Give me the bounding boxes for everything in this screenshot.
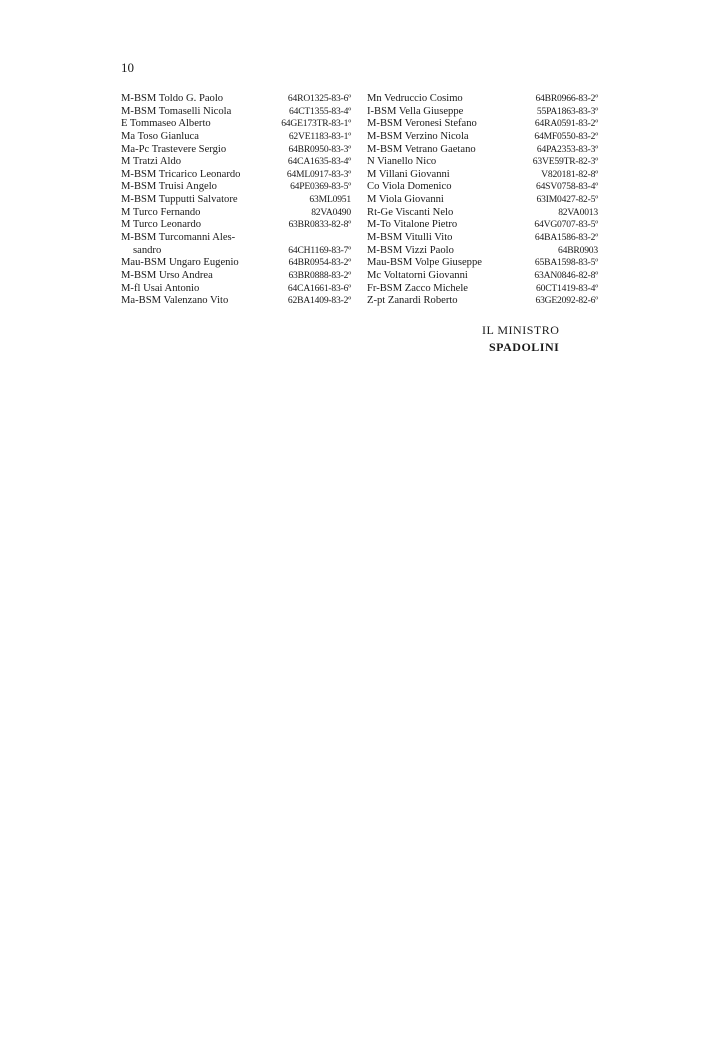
- person-name: M-BSM Veronesi Stefano: [367, 118, 477, 130]
- list-item: [367, 295, 598, 308]
- list-item: [367, 219, 598, 232]
- person-name: Co Viola Domenico: [367, 181, 452, 193]
- list-item: [367, 118, 598, 131]
- signature-block: [482, 322, 559, 356]
- list-item: [367, 257, 598, 270]
- person-name: M-BSM Tomaselli Nicola: [121, 105, 232, 117]
- person-name: M-BSM Turcomanni Ales-: [121, 232, 236, 244]
- registration-code: 64SV0758-83-4º: [535, 181, 598, 193]
- registration-code: 82VA0013: [558, 206, 598, 218]
- registration-code: 64MF0550-83-2º: [534, 130, 598, 142]
- list-item: [121, 93, 351, 106]
- list-item: [121, 295, 351, 308]
- registration-code: 64BR0950-83-3º: [288, 143, 351, 155]
- list-item: [121, 106, 351, 119]
- registration-code: 55PA1863-83-3º: [536, 105, 598, 117]
- person-name: M-fl Usai Antonio: [121, 282, 200, 294]
- person-name: M Turco Fernando: [121, 206, 201, 218]
- registration-code: 64BA1586-83-2º: [534, 232, 598, 244]
- person-name: I-BSM Vella Giuseppe: [367, 105, 464, 117]
- person-name: M-BSM Truisi Angelo: [121, 181, 217, 193]
- list-item: [367, 283, 598, 296]
- person-name: Ma Toso Gianluca: [121, 130, 199, 142]
- list-item: [121, 283, 351, 296]
- list-item: [121, 156, 351, 169]
- registration-code: V820181-82-8º: [541, 168, 598, 180]
- registration-code: 60CT1419-83-4º: [536, 282, 598, 294]
- registration-code: 64ML0917-83-3º: [286, 168, 351, 180]
- registration-code: 63IM0427-82-5º: [536, 194, 598, 206]
- person-name: Ma-Pc Trastevere Sergio: [121, 143, 227, 155]
- registration-code: 62VE1183-83-1º: [288, 130, 351, 142]
- person-name: Z-pt Zanardi Roberto: [367, 295, 458, 307]
- list-item: [121, 232, 351, 257]
- registration-code: 65BA1598-83-5º: [534, 257, 598, 269]
- person-name: M Turco Leonardo: [121, 219, 202, 231]
- person-name: Mau-BSM Volpe Giuseppe: [367, 257, 482, 269]
- list-item: [121, 131, 351, 144]
- person-name: M Villani Giovanni: [367, 168, 450, 180]
- signature-title: IL MINISTRO: [482, 323, 560, 337]
- list-item: [367, 106, 598, 119]
- person-name: N Vianello Nico: [367, 156, 437, 168]
- person-name: Mc Voltatorni Giovanni: [367, 269, 468, 281]
- list-item: [121, 169, 351, 182]
- person-name: Fr-BSM Zacco Michele: [367, 282, 468, 294]
- registration-code: 63BR0888-83-2º: [288, 269, 351, 281]
- registration-code: 64GE173TR-83-1º: [281, 118, 351, 130]
- registration-code: 64BR0954-83-2º: [288, 257, 351, 269]
- person-name: M-BSM Tricarico Leonardo: [121, 168, 241, 180]
- person-name: M-BSM Verzino Nicola: [367, 130, 469, 142]
- registration-code: 64BR0903: [558, 244, 598, 256]
- list-item: [121, 181, 351, 194]
- person-name-continued: sandro: [133, 244, 162, 256]
- person-name: M-BSM Toldo G. Paolo: [121, 93, 224, 104]
- list-item: [367, 131, 598, 144]
- person-name: M-BSM Vetrano Gaetano: [367, 143, 476, 155]
- registration-code: 64BR0966-83-2º: [535, 93, 598, 104]
- list-item: [121, 144, 351, 157]
- list-item: [367, 207, 598, 220]
- registration-code: 64RO1325-83-6º: [287, 93, 351, 104]
- registration-code: 63AN0846-82-8º: [534, 269, 598, 281]
- person-name: Rt-Ge Viscanti Nelo: [367, 206, 454, 218]
- list-item: [121, 257, 351, 270]
- person-name: M-BSM Vitulli Vito: [367, 232, 453, 244]
- list-item: [121, 207, 351, 220]
- person-name: Mau-BSM Ungaro Eugenio: [121, 257, 239, 269]
- registration-code: 63ML0951: [309, 194, 351, 206]
- list-item: [367, 93, 598, 106]
- registration-code: 64CA1635-83-4º: [287, 156, 351, 168]
- registration-code: 82VA0490: [311, 206, 351, 218]
- person-name: M-BSM Vizzi Paolo: [367, 244, 454, 256]
- right-column: [367, 93, 598, 308]
- list-item: [367, 181, 598, 194]
- registration-code: 64VG0707-83-5º: [534, 219, 598, 231]
- list-item: [121, 219, 351, 232]
- registration-code: 64PA2353-83-3º: [536, 143, 598, 155]
- list-item: [367, 156, 598, 169]
- registration-code: 63GE2092-82-6º: [535, 295, 598, 307]
- registration-code: 63VE59TR-82-3º: [532, 156, 598, 168]
- signature-name: SPADOLINI: [489, 340, 560, 354]
- registration-code: 64CT1355-83-4º: [289, 105, 351, 117]
- person-name: Ma-BSM Valenzano Vito: [121, 295, 229, 307]
- registration-code: 62BA1409-83-2º: [287, 295, 351, 307]
- list-item: [367, 144, 598, 157]
- list-item: [367, 270, 598, 283]
- list-item: [121, 118, 351, 131]
- person-name: M-BSM Urso Andrea: [121, 269, 213, 281]
- registration-code: 63BR0833-82-8º: [288, 219, 351, 231]
- person-name: M Viola Giovanni: [367, 194, 444, 206]
- list-item: [367, 232, 598, 245]
- person-name: M-To Vitalone Pietro: [367, 219, 458, 231]
- list-item: [121, 270, 351, 283]
- list-item: [367, 194, 598, 207]
- person-name: M-BSM Tupputti Salvatore: [121, 194, 238, 206]
- person-name: Mn Vedruccio Cosimo: [367, 93, 463, 104]
- registration-code: 64RA0591-83-2º: [534, 118, 598, 130]
- person-name: E Tommaseo Alberto: [121, 118, 211, 130]
- registration-code: 64CA1661-83-6º: [287, 282, 351, 294]
- registration-code: 64PE0369-83-5º: [290, 181, 351, 193]
- page-number: 10: [121, 60, 134, 75]
- left-column: [121, 93, 351, 308]
- person-name: M Tratzi Aldo: [121, 156, 182, 168]
- list-item: [367, 169, 598, 182]
- list-item: [367, 245, 598, 258]
- list-item: [121, 194, 351, 207]
- registration-code: 64CH1169-83-7º: [288, 244, 351, 256]
